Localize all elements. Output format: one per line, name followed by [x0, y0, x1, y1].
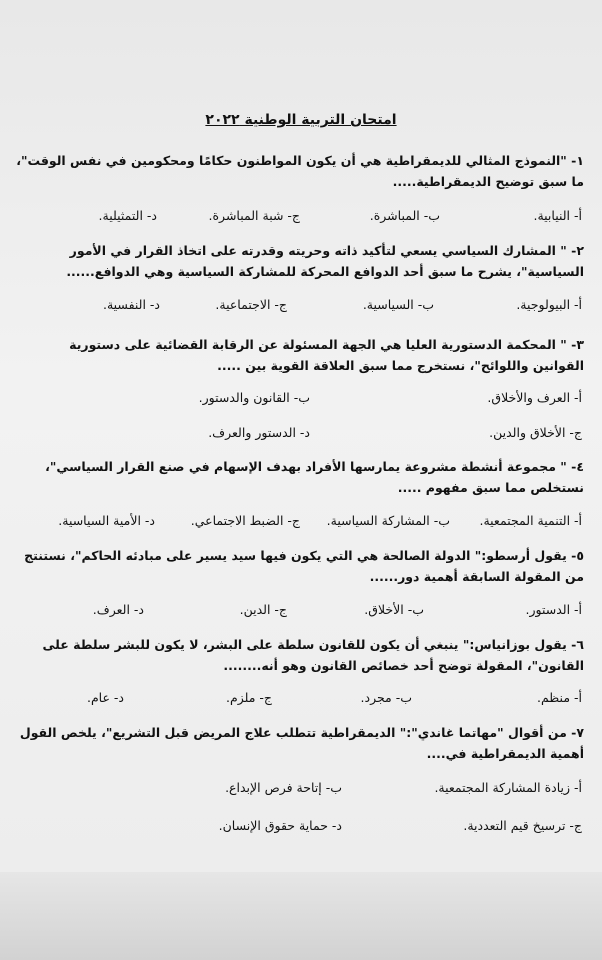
- question-3-option-c: ج- الأخلاق والدين.: [489, 425, 582, 440]
- question-7-option-c: ج- ترسيخ قيم التعددية.: [463, 818, 582, 833]
- question-4-text: ٤- " مجموعة أنشطة مشروعة يمارسها الأفراد بهدف الإسهام في صنع القرار السياسي"، نستخلص مما سبق مفهوم .....: [45, 459, 584, 495]
- question-6-option-a: أ- منظم.: [537, 690, 582, 705]
- question-2-option-c: ج- الاجتماعية.: [215, 297, 287, 312]
- question-2-option-d: د- النفسية.: [102, 297, 160, 312]
- question-6-text: ٦- يقول بوزانياس:" ينبغي أن يكون للقانون سلطة على البشر، لا يكون للبشر سلطة على القانون"، المقولة توضح أحد خصائص القانون وهو أنه........: [42, 637, 584, 673]
- question-2-option-b: ب- السياسية.: [362, 297, 434, 312]
- question-5-text: ٥- يقول أرسطو:" الدولة الصالحة هي التي يكون فيها سيد يسير على مبادئه الحاكم"، نستنتج من المقولة السابقة أهمية دور......: [24, 548, 584, 584]
- question-1-option-c: ج- شبة المباشرة.: [208, 208, 300, 223]
- question-3-option-a: أ- العرف والأخلاق.: [487, 390, 582, 405]
- question-2-text: ٢- " المشارك السياسي يسعي لتأكيد ذاته وحريته وقدرته على اتخاذ القرار في الأمور السياسية"، يشرح ما سبق أحد الدوافع المحركة للمشاركة السياسية وهي الدوافع......: [66, 243, 584, 279]
- question-7-text: ٧- من أقوال "مهاتما غاندي":" الديمقراطية تتطلب علاج المريض قبل التشريع"، يلخص القول أهمية الديمقراطية في....: [19, 725, 584, 761]
- question-3-option-b: ب- القانون والدستور.: [198, 390, 310, 405]
- question-4-option-d: د- الأمية السياسية.: [58, 513, 155, 528]
- question-7-option-d: د- حماية حقوق الإنسان.: [218, 818, 342, 833]
- question-6-option-d: د- عام.: [86, 690, 124, 705]
- question-4-option-c: ج- الضبط الاجتماعي.: [190, 513, 300, 528]
- question-5-option-d: د- العرف.: [92, 602, 144, 617]
- question-1-option-d: د- التمثيلية.: [98, 208, 157, 223]
- question-5-option-a: أ- الدستور.: [525, 602, 582, 617]
- question-7-option-b: ب- إتاحة فرص الإبداع.: [225, 780, 342, 795]
- question-3-option-d: د- الدستور والعرف.: [208, 425, 310, 440]
- page-bottom-shadow: [0, 872, 602, 960]
- exam-title: امتحان التربية الوطنية ٢٠٢٢: [205, 112, 397, 128]
- question-4-option-b: ب- المشاركة السياسية.: [326, 513, 450, 528]
- question-6-option-c: ج- ملزم.: [226, 690, 272, 705]
- question-1-option-b: ب- المباشرة.: [369, 208, 440, 223]
- question-2-option-a: أ- البيولوجية.: [516, 297, 582, 312]
- question-6-option-b: ب- مجرد.: [360, 690, 412, 705]
- question-5-option-b: ب- الأخلاق.: [364, 602, 424, 617]
- question-5-option-c: ج- الدين.: [239, 602, 287, 617]
- question-1-option-a: أ- النيابية.: [533, 208, 582, 223]
- question-7-option-a: أ- زيادة المشاركة المجتمعية.: [434, 780, 582, 795]
- question-1-text: ١- "النموذج المثالي للديمقراطية هي أن يكون المواطنون حكامًا ومحكومين في نفس الوقت"، ما سبق توضيح الديمقراطية.....: [16, 153, 584, 189]
- question-4-option-a: أ- التنمية المجتمعية.: [479, 513, 582, 528]
- question-3-text: ٣- " المحكمة الدستورية العليا هي الجهة المسئولة عن الرقابة القضائية على دستورية القوانين واللوائح"، نستخرج مما سبق العلاقة القوية بين .....: [69, 337, 584, 373]
